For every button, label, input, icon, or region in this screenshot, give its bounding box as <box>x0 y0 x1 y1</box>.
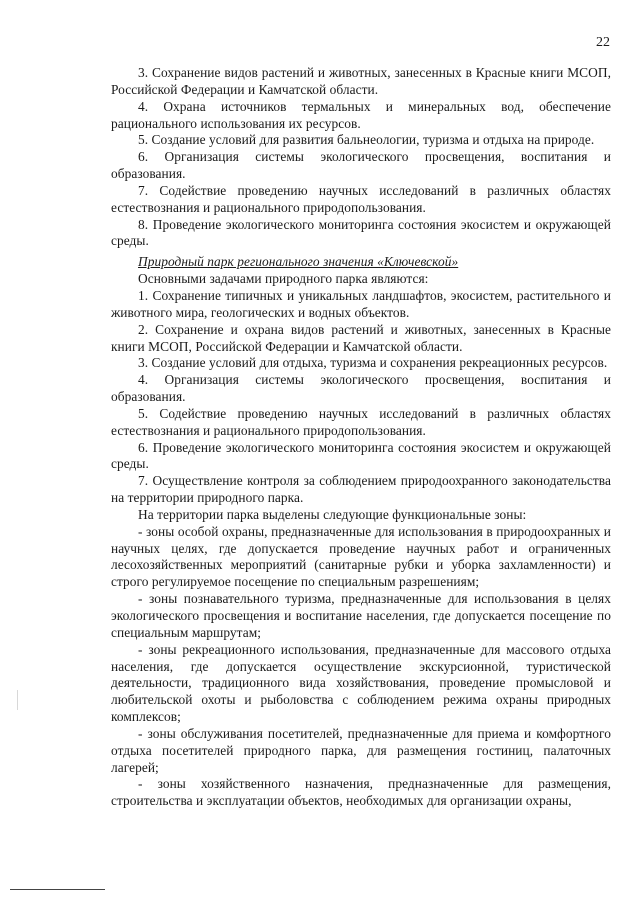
scan-artifact <box>17 690 18 710</box>
zone-item: - зоны хозяйственного назначения, предназначенные для размещения, строительства и эксплуатации объектов, необходимых для организации охраны, <box>111 776 611 809</box>
list-item: 7. Содействие проведению научных исследований в различных областях естествознания и рационального природопользования. <box>111 182 611 215</box>
list-item: 5. Содействие проведению научных исследований в различных областях естествознания и рационального природопользования. <box>111 405 611 438</box>
list-item: 3. Сохранение видов растений и животных, занесенных в Красные книги МСОП, Российской Федерации и Камчатской области. <box>111 65 611 97</box>
zones-intro: На территории парка выделены следующие функциональные зоны: <box>138 506 527 522</box>
document-body <box>111 65 611 810</box>
list-item: 6. Организация системы экологического просвещения, воспитания и образования. <box>111 149 611 182</box>
page-number: 22 <box>596 35 610 50</box>
zone-item: - зоны обслуживания посетителей, предназначенные для приема и комфортного отдыха посетителей природного парка, для размещения гостиниц, палаточных лагерей; <box>111 725 611 775</box>
list-item: 3. Создание условий для отдыха, туризма и сохранения рекреационных ресурсов. <box>138 355 608 371</box>
list-item: 4. Организация системы экологического просвещения, воспитания и образования. <box>111 372 611 405</box>
zone-item: - зоны познавательного туризма, предназначенные для использования в целях экологического просвещения и воспитание населения, где допускается посещение по специальным маршрутам; <box>111 591 611 640</box>
list-item: 5. Создание условий для развития бальнеологии, туризма и отдыха на природе. <box>138 132 595 148</box>
section-intro: Основными задачами природного парка являются: <box>138 271 429 287</box>
list-item: 4. Охрана источников термальных и минеральных вод, обеспечение рационального использования их ресурсов. <box>111 98 611 131</box>
zone-item: - зоны особой охраны, предназначенные для использования в природоохранных и научных целях, где допускается проведение научных работ и ограниченных лесохозяйственных мероприятий (санитарные рубки и уборка захламленности) и строго регулируемое посещение по специальным разрешениям; <box>111 523 611 590</box>
list-item: 7. Осуществление контроля за соблюдением природоохранного законодательства на территории природного парка. <box>111 473 611 506</box>
list-item: 1. Сохранение типичных и уникальных ландшафтов, экосистем, растительного и животного мира, геологических и водных объектов. <box>111 287 611 320</box>
section-heading: Природный парк регионального значения «Ключевской» <box>138 254 459 270</box>
zone-item: - зоны рекреационного использования, предназначенные для массового отдыха населения, где допускается осуществление экскурсионной, туристической деятельности, традиционного вида хозяйствования, проведение промысловой и любительской охоты и рыболовства с соблюдением режима охраны природных комплексов; <box>111 641 611 725</box>
list-item: 8. Проведение экологического мониторинга состояния экосистем и окружающей среды. <box>111 216 611 249</box>
list-item: 2. Сохранение и охрана видов растений и животных, занесенных в Красные книги МСОП, Российской Федерации и Камчатской области. <box>111 321 611 354</box>
list-item: 6. Проведение экологического мониторинга состояния экосистем и окружающей среды. <box>111 439 611 472</box>
footnote-divider <box>10 889 105 890</box>
